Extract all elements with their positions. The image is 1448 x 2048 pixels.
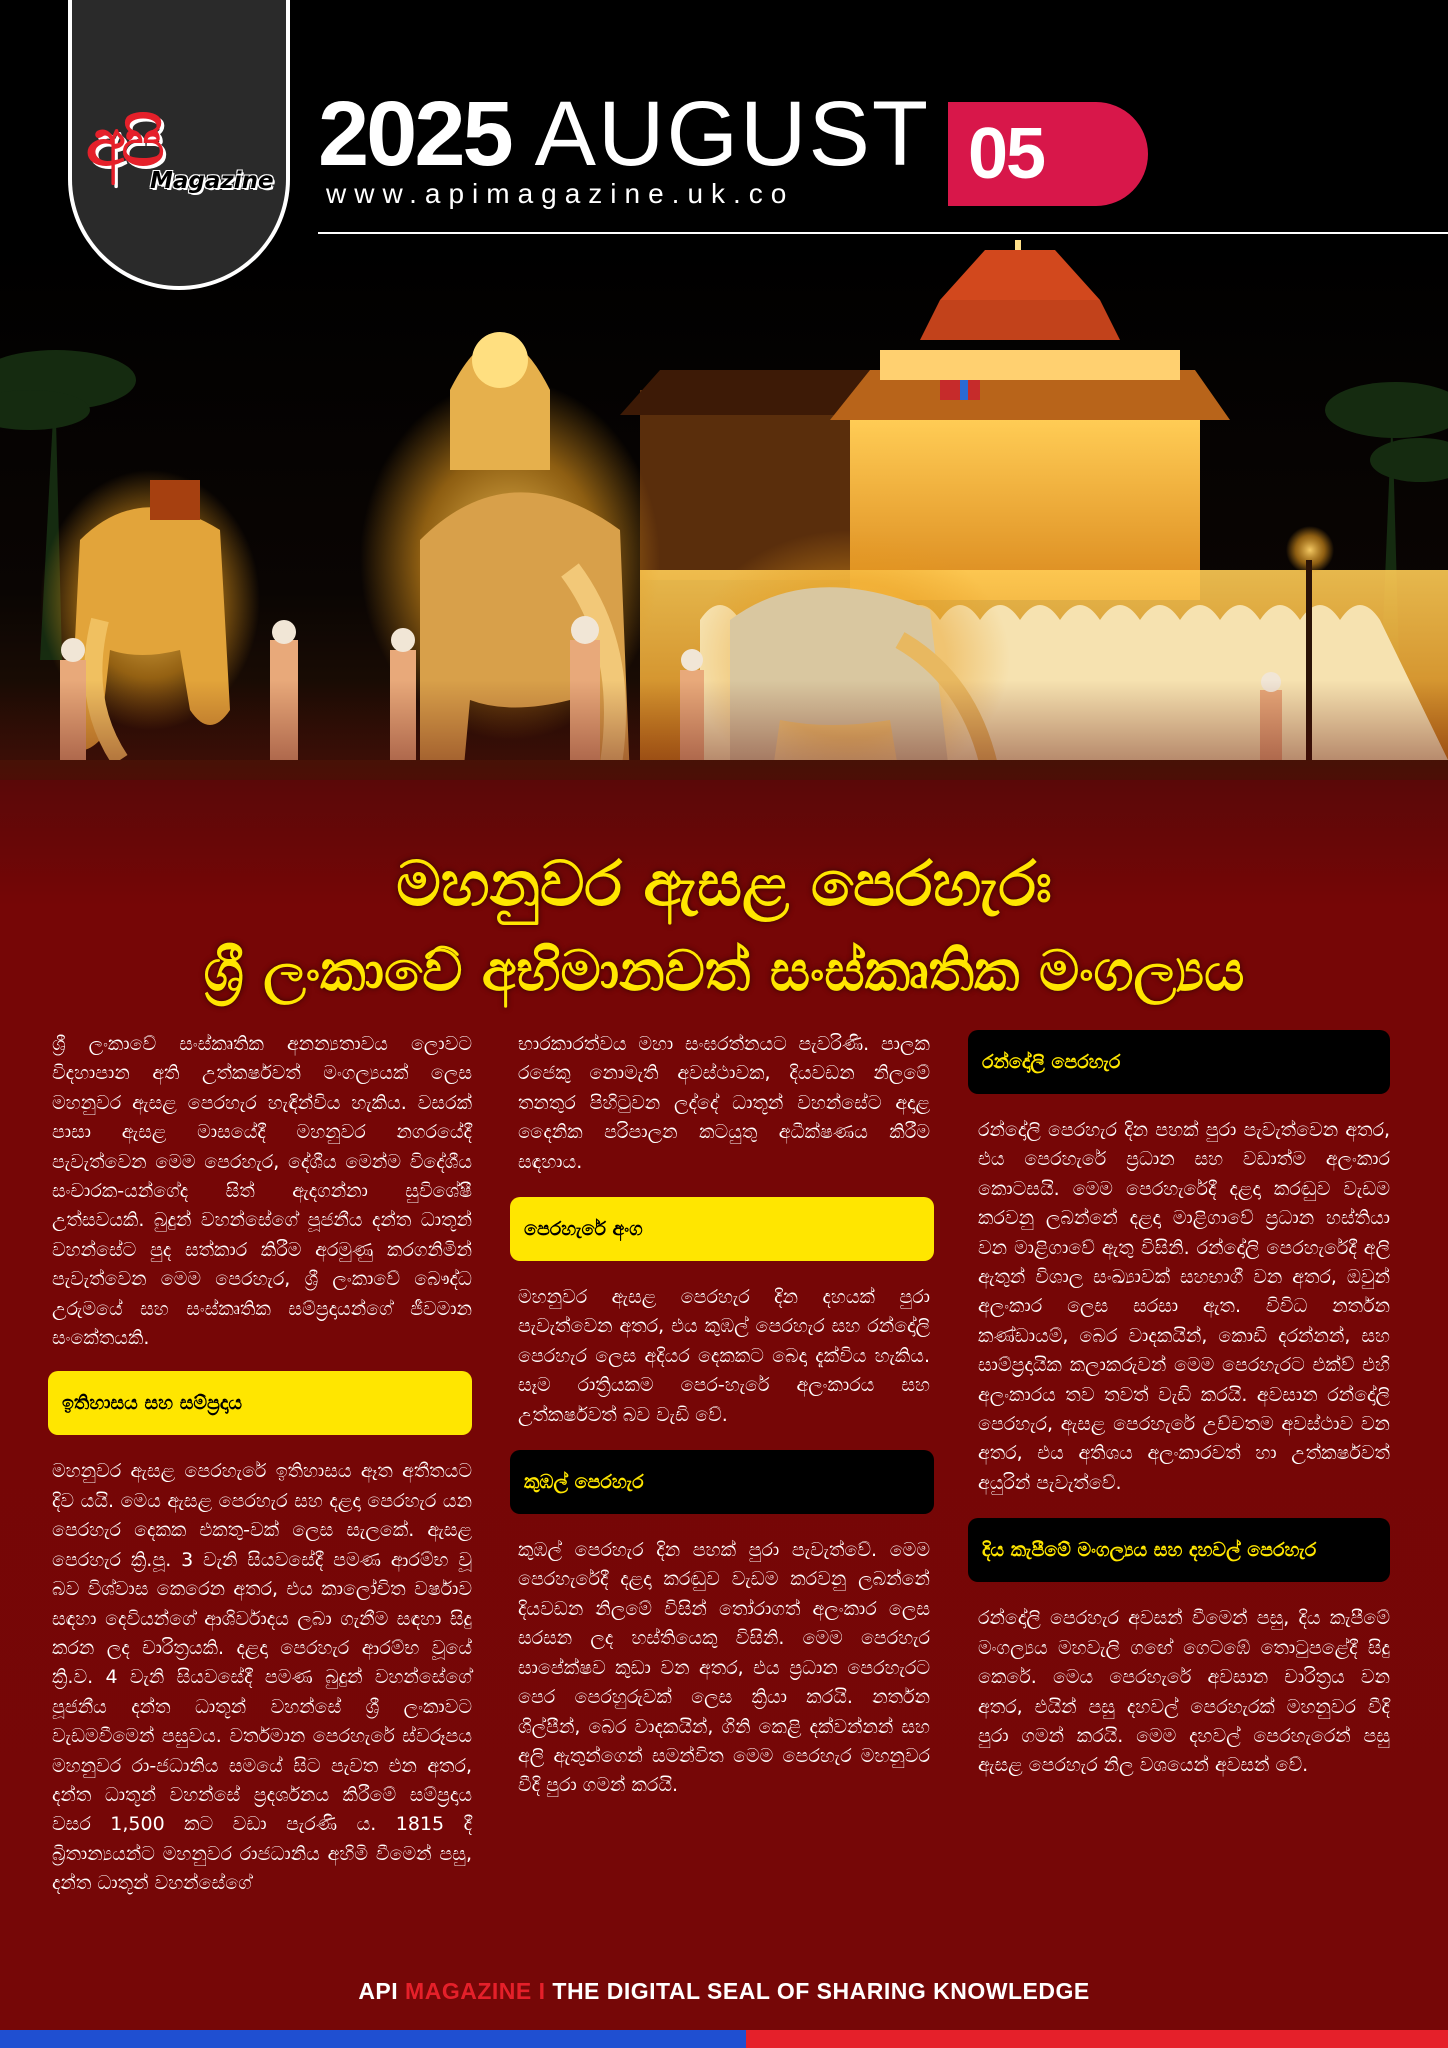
diya-heading: දිය කැපීමේ මංගල්‍යය සහ දහවල් පෙරහැර xyxy=(968,1518,1390,1582)
randoli-paragraph: රන්දෝලි පෙරහැර දින පහක් පුරා පැවැත්වෙන අතර, එය පෙරහැරේ ප්‍රධාන සහ වඩාත්ම අලංකාර කොටසයි. මෙම පෙරහැරේදී දළදා කරඬුව වැඩම කරවනු ලබන්නේ දළදා මාළිගාවේ ප්‍රධාන හස්තියා වන මාළිගාවේ ඇතු විසිනි. රන්දෝලි පෙරහැරේදී අලි ඇතුන් විශාල සංඛ්‍යාවක් සහභාගී වන අතර, ඔවුන් අලංකාර ලෙස සරසා ඇත. විවිධ නර්තන කණ්ඩායම්, බෙර වාදකයින්, කොඩි දරන්නන්, සහ සාම්ප්‍රදායික කලාකරුවන් මෙම පෙරහැරට එක්ව් එහි අලංකාරය තව තවත් වැඩි කරයි. අවසාන රන්දෝලි පෙරහැර, ඇසළ පෙරහැරේ උච්චතම අවස්ථාව වන අතර, එය අතිශය අලංකාරවත් හා උත්කර්ෂවත් අයුරින් පැවැත්වේ. xyxy=(978,1119,1390,1494)
kumbal-heading: කුඹල් පෙරහැර xyxy=(510,1450,934,1514)
footer-magazine: MAGAZINE I xyxy=(405,1978,546,2004)
randoli-heading: රන්දෝලි පෙරහැර xyxy=(968,1030,1390,1094)
column-2 xyxy=(518,1030,930,1801)
issue-number: 05 xyxy=(967,114,1045,194)
article-title-line1: මහනුවර ඇසළ පෙරහැරඃ xyxy=(396,847,1052,920)
footer-bar-red xyxy=(746,2030,1448,2048)
column-3 xyxy=(978,1030,1390,1781)
footer-brand: API xyxy=(358,1978,399,2004)
issue-year: 2025 xyxy=(318,83,511,185)
column-1 xyxy=(52,1030,472,1899)
issue-date xyxy=(318,84,930,184)
api-logo: අපි xyxy=(86,107,161,181)
elements-heading: පෙරහැරේ අංග xyxy=(510,1197,934,1261)
kumbal-paragraph: කුඹල් පෙරහැර දින පහක් පුරා පැවැත්වේ. මෙම පෙරහැරේදී දළදා කරඬුව වැඩම කරවනු ලබන්නේ දියවඩන නිලමේ විසින් තෝරාගත් අලංකාර ලෙස සරසන ලද හස්තියෙකු විසිනි. මෙම පෙරහැර සාපේක්ෂව කුඩා වන අතර, එය ප්‍රධාන පෙරහැරට පෙර පෙරහුරුවක් ලෙස ක්‍රියා කරයි. නර්තන ශිල්පීන්, බෙර වාදකයින්, ගිනි කෙළි දක්වන්නන් සහ අලි ඇතුන්ගෙන් සමන්විත මෙම පෙරහැර මහනුවර වීදි පුරා ගමන් කරයි. xyxy=(518,1539,930,1797)
elements-paragraph: මහනුවර ඇසළ පෙරහැර දින දහයක් පුරා පැවැත්වෙන අතර, එය කුඹල් පෙරහැර සහ රන්දෝලි පෙරහැර ලෙස අදියර දෙකකට බෙදා දැක්විය හැකිය. සෑම රාත්‍රියකම පෙර-හැරේ අලංකාරය සහ උත්කර්ෂවත් බව වැඩි වේ. xyxy=(518,1286,930,1426)
header-divider xyxy=(318,232,1448,234)
custodian-paragraph: භාරකාරත්වය මහා සංඝරත්නයට පැවරිණි. පාලක රජෙකු නොමැති අවස්ථාවක, දියවඩන නිලමේ තනතුර පිහිටුවන ලද්දේ ධාතූන් වහන්සේට අදාළ දෛනික පරිපාලන කටයුතු අධීක්ෂණය කිරීම සඳහාය. xyxy=(518,1033,930,1173)
issue-badge xyxy=(948,102,1148,206)
logo-magazine-text: Magazine xyxy=(150,168,274,194)
article-title-line2: ශ්‍රී ලංකාවේ අභිමානවත් සංස්කෘතික මංගල්‍යය xyxy=(203,939,1245,1004)
diya-paragraph: රන්දෝලි පෙරහැර අවසන් වීමෙන් පසු, දිය කැපීමේ මංගල්‍යය මහවැලි ගඟේ ගෙටඹේ තොටුපළේදී සිදු කෙරේ. මෙය පෙරහැරේ අවසාන චාරිත්‍රය වන අතර, එයින් පසු දහවල් පෙරහැරක් මහනුවර වීදි පුරා ගමන් කරයි. මෙම දහවල් පෙරහැරෙන් පසු ඇසළ පෙරහැර නිල වශයෙන් අවසන් වේ. xyxy=(978,1607,1390,1777)
footer-slogan: THE DIGITAL SEAL OF SHARING KNOWLEDGE xyxy=(552,1978,1090,2004)
footer-bar-blue xyxy=(0,2030,746,2048)
history-paragraph: මහනුවර ඇසළ පෙරහැරේ ඉතිහාසය ඈත අතීතයට දිව යයි. මෙය ඇසළ පෙරහැර සහ දළදා පෙරහැර යන පෙරහැර දෙකක එකතු-වක් ලෙස සැලකේ. ඇසළ පෙරහැර ක්‍රි.පූ. 3 වැනි සියවසේදී පමණ ආරම්භ වූ බව විශ්වාස කෙරෙන අතර, එය කාලෝචිත වර්ෂාව සඳහා දෙවියන්ගේ ආශිර්වාදය ලබා ගැනීම සඳහා සිදු කරන ලද චාරිත්‍රයකි. දළදා පෙරහැර ආරම්භ වූයේ ක්‍රි.ව. 4 වැනි සියවසේදී පමණ බුදුන් වහන්සේගේ පූජනීය දන්ත ධාතූන් වහන්සේ ශ්‍රී ලංකාවට වැඩමවීමෙන් පසුවය. වර්තමාන පෙරහැරේ ස්වරූපය මහනුවර රා-ජධානිය සමයේ සිට පැවත එන අතර, දන්ත ධාතූන් වහන්සේ ප්‍රදර්ශනය කිරීමේ සම්ප්‍රදාය වසර 1,500 කට වඩා පැරණි ය. 1815 දී බ්‍රිතාන්‍යයන්ට මහනුවර රාජධානිය අහිමි වීමෙන් පසු, දන්ත ධාතූන් වහන්සේගේ xyxy=(52,1460,472,1895)
history-heading: ඉතිහාසය සහ සම්ප්‍රදාය xyxy=(48,1371,472,1435)
footer-tagline xyxy=(0,1978,1448,2005)
intro-paragraph: ශ්‍රී ලංකාවේ සංස්කෘතික අනන්‍යතාවය ලොවට විදහාපාන අති උත්කර්ෂවත් මංගල්‍යයක් ලෙස මහනුවර ඇසළ පෙරහැර හැඳින්විය හැකිය. වසරක් පාසා ඇසළ මාසයේදී මහනුවර නගරයේදී පැවැත්වෙන මෙම පෙරහැර, දේශීය මෙන්ම විදේශීය සංචාරක-යන්ගේද සිත් ඇදගන්නා සුවිශේෂී උත්සවයකි. බුදුන් වහන්සේගේ පූජනීය දන්ත ධාතූන් වහන්සේට පුද සත්කාර කිරීම අරමුණු කරගනිමින් පැවැත්වෙන මෙම පෙරහැර, ශ්‍රී ලංකාවේ බෞද්ධ උරුමයේ සහ සංස්කෘතික සම්ප්‍රදායන්ගේ ජීවමාන සංකේතයකි. xyxy=(52,1033,472,1350)
issue-month: AUGUST xyxy=(534,83,931,185)
website-url[interactable]: www.apimagazine.uk.co xyxy=(326,178,795,209)
